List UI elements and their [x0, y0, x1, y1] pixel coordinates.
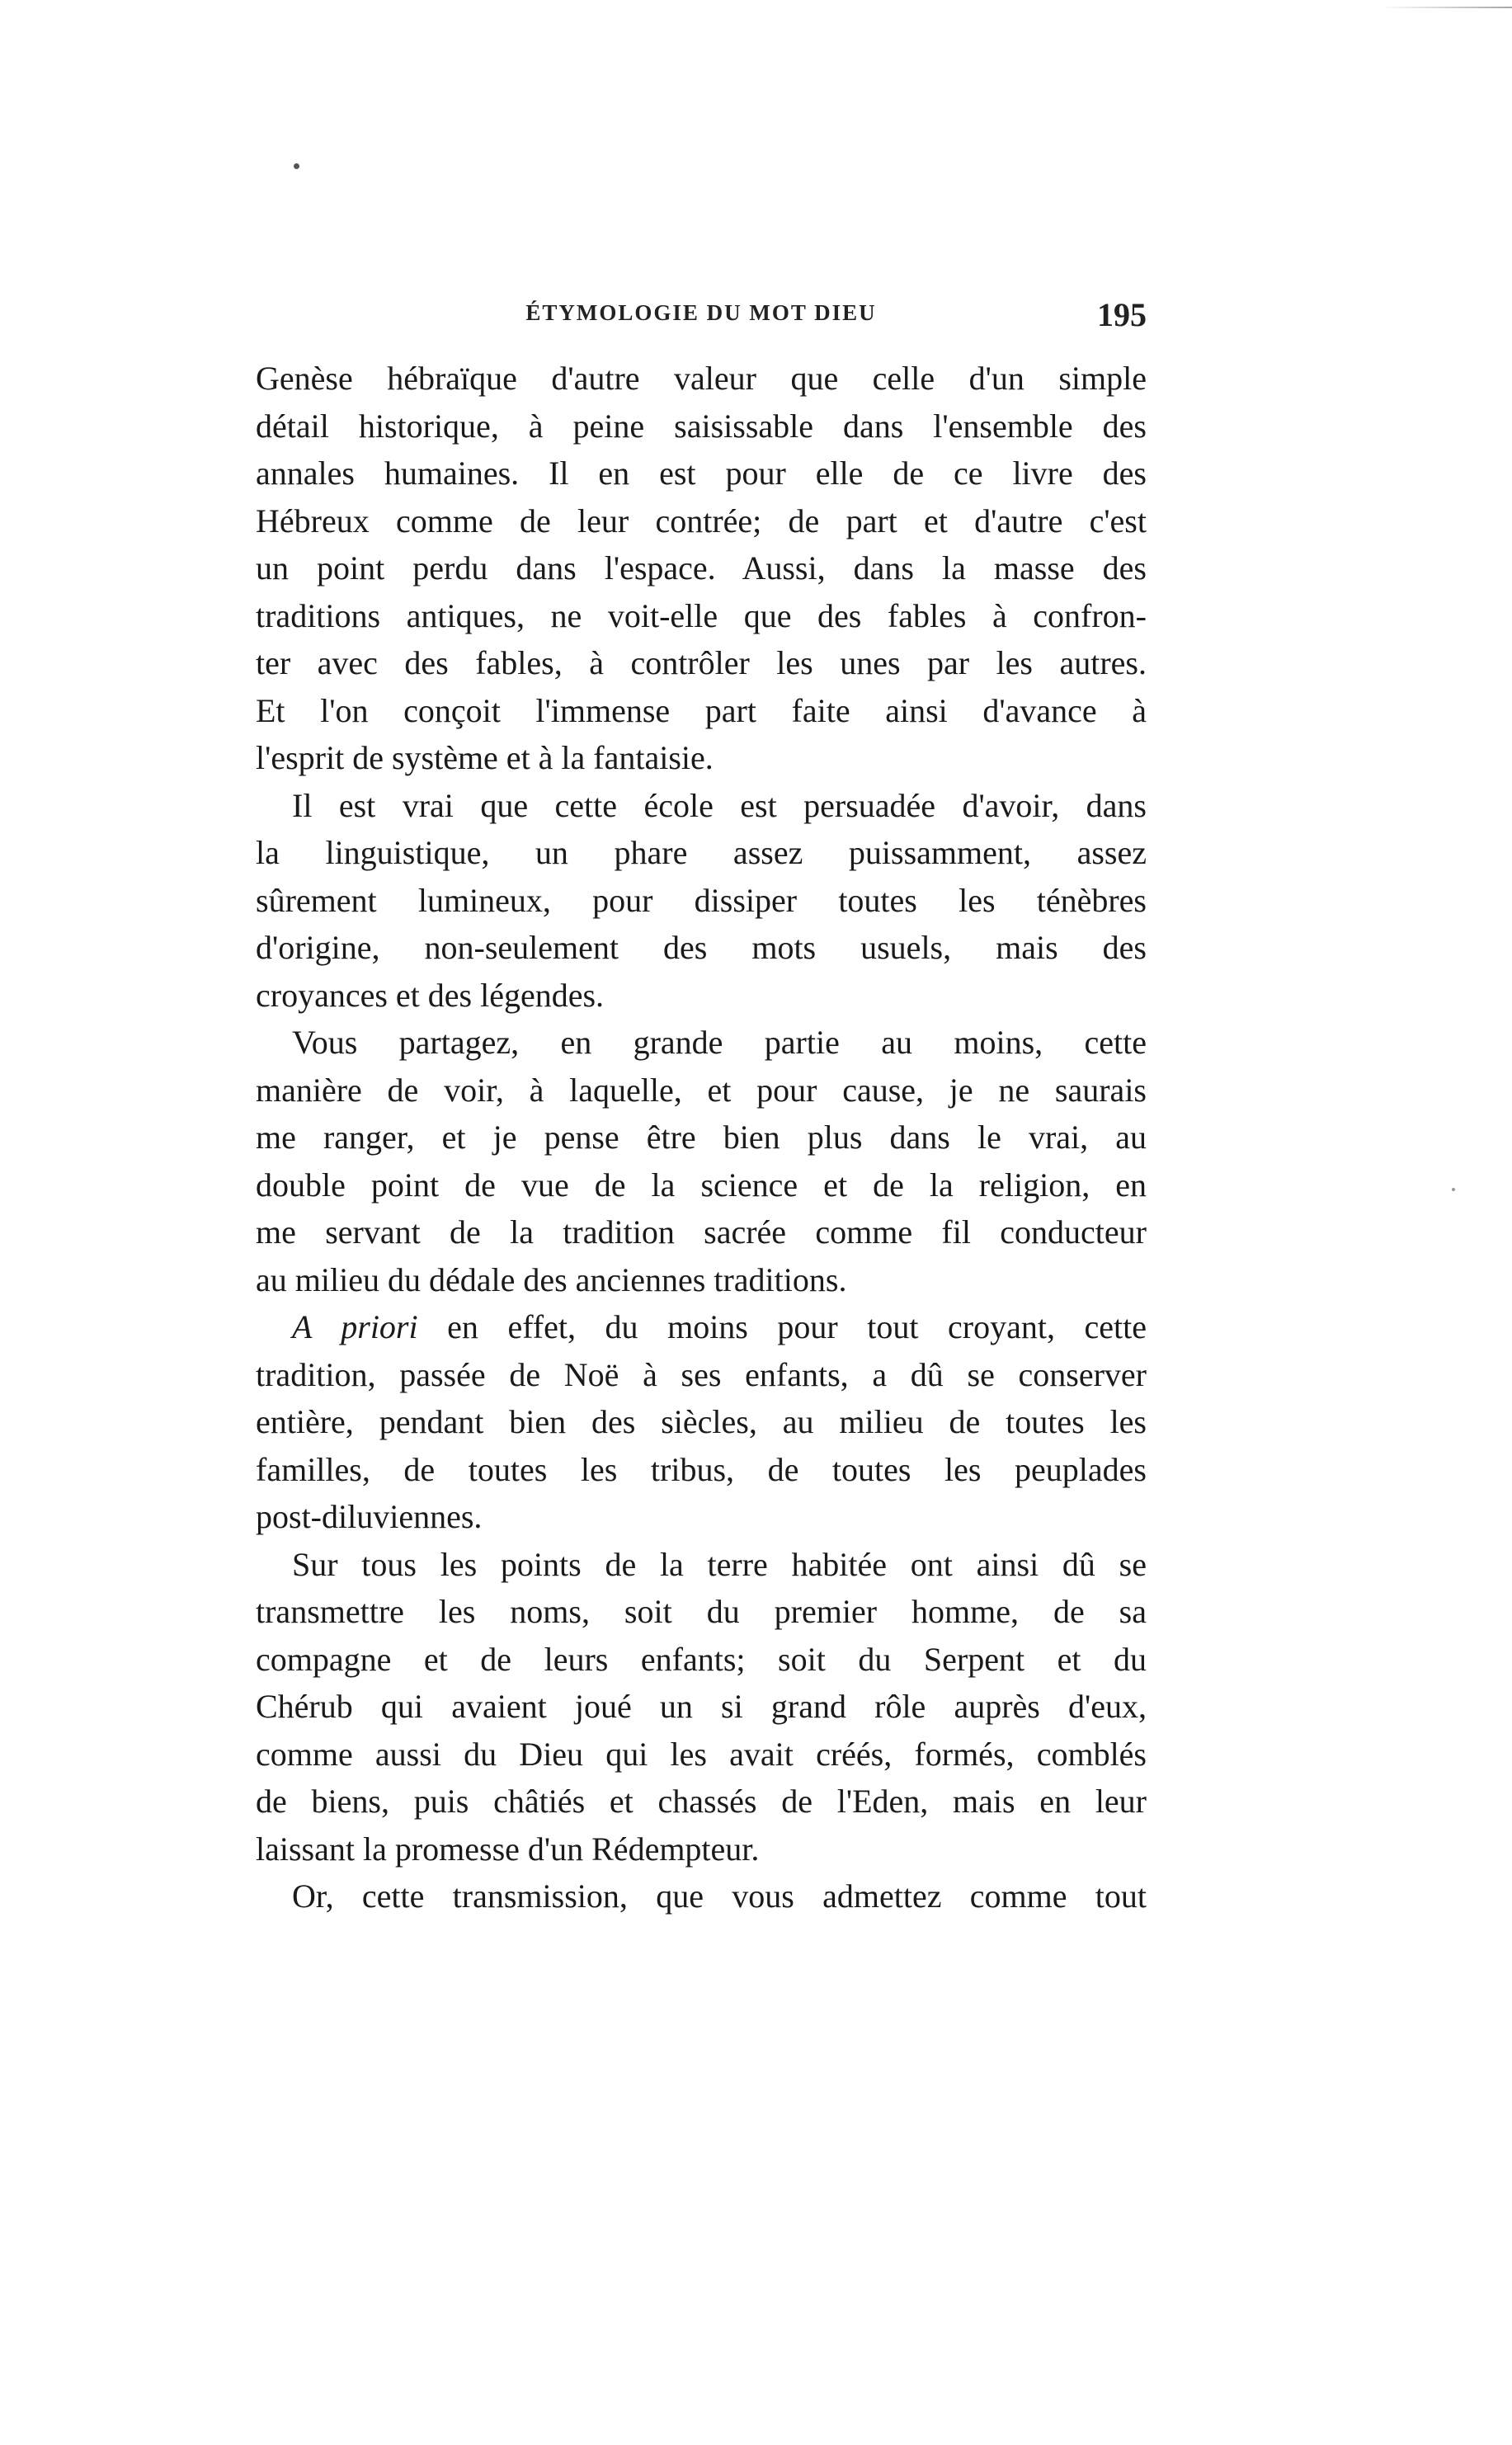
- text-line: me servant de la tradition sacrée comme fil conducteur: [256, 1213, 1147, 1251]
- text-line: me ranger, et je pense être bien plus dans le vrai, au: [256, 1119, 1147, 1156]
- text-line: de biens, puis châtiés et chassés de l'Eden, mais en leur: [256, 1783, 1147, 1820]
- text-line: annales humaines. Il en est pour elle de ce livre des: [256, 455, 1147, 492]
- text-line: ter avec des fables, à contrôler les unes par les autres.: [256, 644, 1147, 681]
- text-line: Hébreux comme de leur contrée; de part et d'autre c'est: [256, 502, 1147, 539]
- text-line: Vous partagez, en grande partie au moins, cette: [292, 1024, 1147, 1061]
- text-line: Sur tous les points de la terre habitée ont ainsi dû se: [292, 1545, 1147, 1583]
- text-line: laissant la promesse d'un Rédempteur.: [256, 1830, 760, 1868]
- text-line: familles, de toutes les tribus, de toutes les peuplades: [256, 1450, 1147, 1488]
- text-line: Et l'on conçoit l'immense part faite ainsi d'avance à: [256, 691, 1147, 729]
- text-line: la linguistique, un phare assez puissamment, assez: [256, 834, 1147, 871]
- body-text: [256, 355, 1147, 1920]
- text-line: Chérub qui avaient joué un si grand rôle auprès d'eux,: [256, 1688, 1147, 1725]
- page-header: [256, 295, 1147, 345]
- text-line: double point de vue de la science et de la religion, en: [256, 1166, 1147, 1204]
- text-line: post-diluviennes.: [256, 1498, 483, 1535]
- text-line: Il est vrai que cette école est persuadée d'avoir, dans: [292, 786, 1147, 824]
- text-line: manière de voir, à laquelle, et pour cause, je ne saurais: [256, 1071, 1147, 1109]
- text-line: croyances et des légendes.: [256, 976, 605, 1014]
- text-line: entière, pendant bien des siècles, au milieu de toutes les: [256, 1403, 1147, 1440]
- text-line: [256, 1303, 1147, 1351]
- ink-speck: [294, 163, 299, 169]
- text-line: tradition, passée de Noë à ses enfants, a dû se conserver: [256, 1355, 1147, 1393]
- text-line: l'esprit de système et à la fantaisie.: [256, 739, 714, 776]
- text-line: un point perdu dans l'espace. Aussi, dans la masse des: [256, 549, 1147, 587]
- page-number: 195: [1097, 296, 1147, 333]
- text-line: détail historique, à peine saisissable dans l'ensemble des: [256, 407, 1147, 445]
- text-line: Or, cette transmission, que vous admettez comme tout: [292, 1877, 1147, 1915]
- text-line: compagne et de leurs enfants; soit du Serpent et du: [256, 1640, 1147, 1678]
- scan-edge-mark: [1380, 7, 1512, 8]
- text-line: Genèse hébraïque d'autre valeur que celle d'un simple: [256, 360, 1147, 397]
- text-line: sûrement lumineux, pour dissiper toutes les ténèbres: [256, 881, 1147, 919]
- text-line-rest: en effet, du moins pour tout croyant, cette: [417, 1308, 1147, 1345]
- text-line: comme aussi du Dieu qui les avait créés, formés, comblés: [256, 1735, 1147, 1773]
- text-line: d'origine, non-seulement des mots usuels, mais des: [256, 929, 1147, 966]
- text-line: transmettre les noms, soit du premier homme, de sa: [256, 1593, 1147, 1630]
- text-line: traditions antiques, ne voit-elle que des fables à confron-: [256, 596, 1147, 634]
- running-title: ÉTYMOLOGIE DU MOT DIEU: [525, 300, 877, 325]
- text-line: au milieu du dédale des anciennes traditions.: [256, 1260, 847, 1298]
- ink-speck: [1452, 1188, 1455, 1191]
- italic-phrase: A priori: [292, 1308, 418, 1345]
